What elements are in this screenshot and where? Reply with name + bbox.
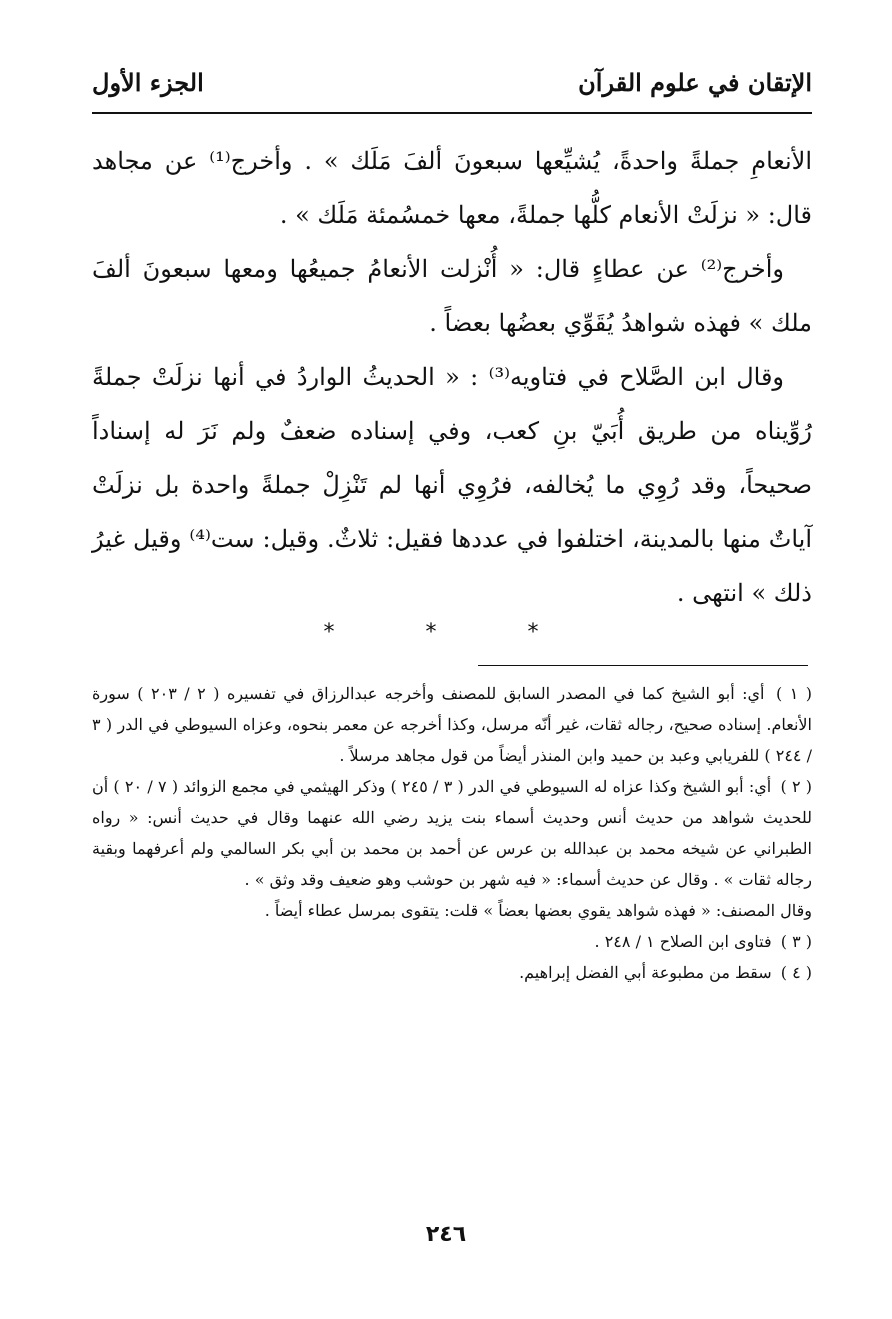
paragraph: وقال ابن الصَّلاح في فتاويه⁽³⁾ : « الحديثُ الواردُ في أنها نزلَتْ جملةً رُوِّيناه من طريق أُبَيّ بنِ كعب، وفي إسناده ضعفٌ ولم نَرَ له إسناداً صحيحاً، وقد رُوِي ما يُخالفه، فرُوِي أنها لم تَنْزِلْ جملةً واحدة بل نزلَتْ آياتٌ منها بالمدينة، اختلفوا في عددها فقيل: ثلاثٌ. وقيل: ست⁽⁴⁾ وقيل غيرُ ذلك » انتهى .	[92, 363, 813, 607]
footnote-divider	[478, 665, 808, 666]
book-title: الإتقان في علوم القرآن	[578, 68, 812, 97]
running-header	[92, 62, 812, 108]
footnote	[92, 678, 812, 771]
footnote-text: أي: أبو الشيخ كما في المصدر السابق للمصنف وأخرجه عبدالرزاق في تفسيره ( ٢ / ٢٠٣ ) سورة الأنعام. إسناده صحيح، رجاله ثقات، غير أنّه مرسل، وكذا أخرجه عن معمر بنحوه، وعزاه السيوطي في الدر ( ٣ / ٢٤٤ ) للفريابي وعبد بن حميد وابن المنذر أيضاً من قول مجاهد مرسلاً .	[92, 684, 812, 765]
header-divider	[92, 112, 812, 114]
paragraph: وأخرج⁽²⁾ عن عطاءٍ قال: « أُنْزلت الأنعامُ جميعُها ومعها سبعونَ ألفَ ملك » فهذه شواهدُ يُقَوِّي بعضُها بعضاً .	[92, 255, 812, 337]
footnote-continuation: وقال المصنف: « فهذه شواهد يقوي بعضها بعضاً » قلت: يتقوى بمرسل عطاء أيضاً .	[264, 901, 812, 920]
footnote-number: ( ١ )	[775, 684, 813, 703]
paragraph: الأنعامِ جملةً واحدةً، يُشيِّعها سبعونَ ألفَ مَلَك » . وأخرج⁽¹⁾ عن مجاهد قال: « نزلَتْ الأنعام كلُّها جملةً، معها خمسُمئة مَلَك » .	[92, 147, 813, 229]
footnote-text: أي: أبو الشيخ وكذا عزاه له السيوطي في الدر ( ٣ / ٢٤٥ ) وذكر الهيثمي في مجمع الزوائد ( ٧ / ٢٠ ) أن للحديث شواهد من حديث أنس وحديث أسماء بنت يزيد رضي الله عنهما وقال في حديث أنس: « رواه الطبراني عن شيخه محمد بن عبدالله بن عرس عن أحمد بن محمد بن أبي بكر السالمي ولم أعرفهما وبقية رجاله ثقات » . وقال عن حديث أسماء: « فيه شهر بن حوشب وهو ضعيف وقد وثق » .	[92, 777, 813, 889]
footnote	[92, 957, 812, 988]
section-separator: * * *	[323, 620, 581, 645]
main-text	[92, 134, 812, 620]
part-label: الجزء الأول	[92, 68, 204, 97]
footnote	[92, 926, 812, 957]
footnote-number: ( ٢ )	[780, 777, 813, 796]
footnote-text: فتاوى ابن الصلاح ١ / ٢٤٨ .	[594, 932, 772, 951]
footnotes	[92, 678, 812, 988]
footnote-number: ( ٣ )	[780, 932, 812, 951]
footnote-number: ( ٤ )	[780, 963, 812, 982]
footnote-text: سقط من مطبوعة أبي الفضل إبراهيم.	[519, 963, 772, 982]
footnote	[92, 771, 812, 895]
page-number: ٢٤٦	[425, 1222, 467, 1247]
